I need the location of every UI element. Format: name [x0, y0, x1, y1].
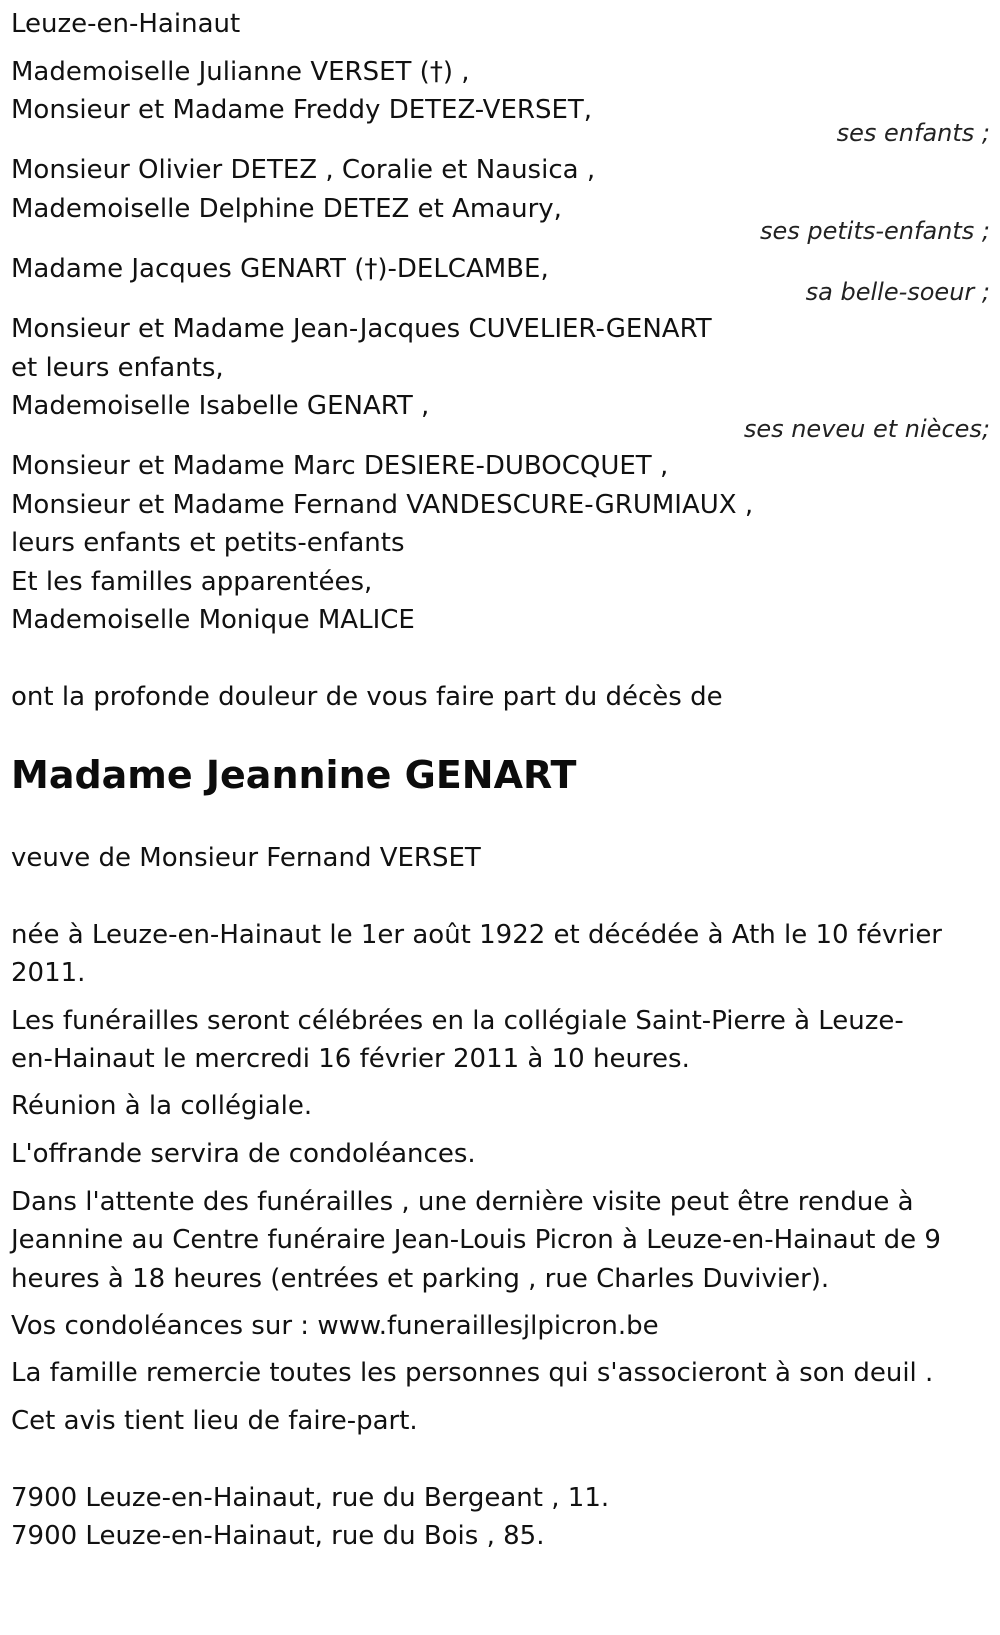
- notice-text: Cet avis tient lieu de faire-part.: [11, 1406, 418, 1436]
- funeral-line: Les funérailles seront célébrées en la collégiale Saint-Pierre à Leuze-: [11, 1006, 904, 1036]
- header-location: Leuze-en-Hainaut: [11, 9, 241, 39]
- family-line: Monsieur et Madame Marc DESIERE-DUBOCQUET ,: [11, 451, 669, 481]
- condolences-text: Vos condoléances sur : www.funeraillesjlpicron.be: [11, 1311, 659, 1341]
- family-line: Mademoiselle Julianne VERSET (†) ,: [11, 57, 470, 87]
- funeral-line: en-Hainaut le mercredi 16 février 2011 à 10 heures.: [11, 1044, 690, 1074]
- thanks-text: La famille remercie toutes les personnes qui s'associeront à son deuil .: [11, 1358, 934, 1388]
- visit-line: Dans l'attente des funérailles , une dernière visite peut être rendue à: [11, 1187, 914, 1217]
- announcement-text: ont la profonde douleur de vous faire part du décès de: [11, 682, 723, 712]
- relation-label-grandchildren: ses petits-enfants ;: [759, 217, 990, 245]
- visit-line: heures à 18 heures (entrées et parking , rue Charles Duvivier).: [11, 1264, 830, 1294]
- address-line: 7900 Leuze-en-Hainaut, rue du Bergeant , 11.: [11, 1483, 610, 1513]
- family-line: Monsieur et Madame Jean-Jacques CUVELIER-GENART: [11, 314, 712, 344]
- family-line: et leurs enfants,: [11, 353, 224, 383]
- family-line: Madame Jacques GENART (†)-DELCAMBE,: [11, 254, 549, 284]
- address-line: 7900 Leuze-en-Hainaut, rue du Bois , 85.: [11, 1521, 545, 1551]
- relation-label-sister-in-law: sa belle-soeur ;: [805, 278, 990, 306]
- reunion-text: Réunion à la collégiale.: [11, 1091, 313, 1121]
- relation-label-nephews-nieces: ses neveu et nièces;: [743, 415, 990, 443]
- offering-text: L'offrande servira de condoléances.: [11, 1139, 476, 1169]
- deceased-name: Madame Jeannine GENART: [11, 753, 577, 797]
- family-line: Et les familles apparentées,: [11, 567, 373, 597]
- relation-label-children: ses enfants ;: [836, 119, 990, 147]
- family-line: Monsieur et Madame Freddy DETEZ-VERSET,: [11, 95, 593, 125]
- family-line: Mademoiselle Isabelle GENART ,: [11, 391, 430, 421]
- visit-line: Jeannine au Centre funéraire Jean-Louis Picron à Leuze-en-Hainaut de 9: [11, 1225, 941, 1255]
- family-line: Monsieur Olivier DETEZ , Coralie et Nausica ,: [11, 155, 596, 185]
- widow-of-text: veuve de Monsieur Fernand VERSET: [11, 843, 481, 873]
- birth-death-line: 2011.: [11, 958, 86, 988]
- family-line: Mademoiselle Delphine DETEZ et Amaury,: [11, 194, 562, 224]
- birth-death-line: née à Leuze-en-Hainaut le 1er août 1922 et décédée à Ath le 10 février: [11, 920, 942, 950]
- family-line: Mademoiselle Monique MALICE: [11, 605, 415, 635]
- family-line: Monsieur et Madame Fernand VANDESCURE-GRUMIAUX ,: [11, 490, 754, 520]
- family-line: leurs enfants et petits-enfants: [11, 528, 405, 558]
